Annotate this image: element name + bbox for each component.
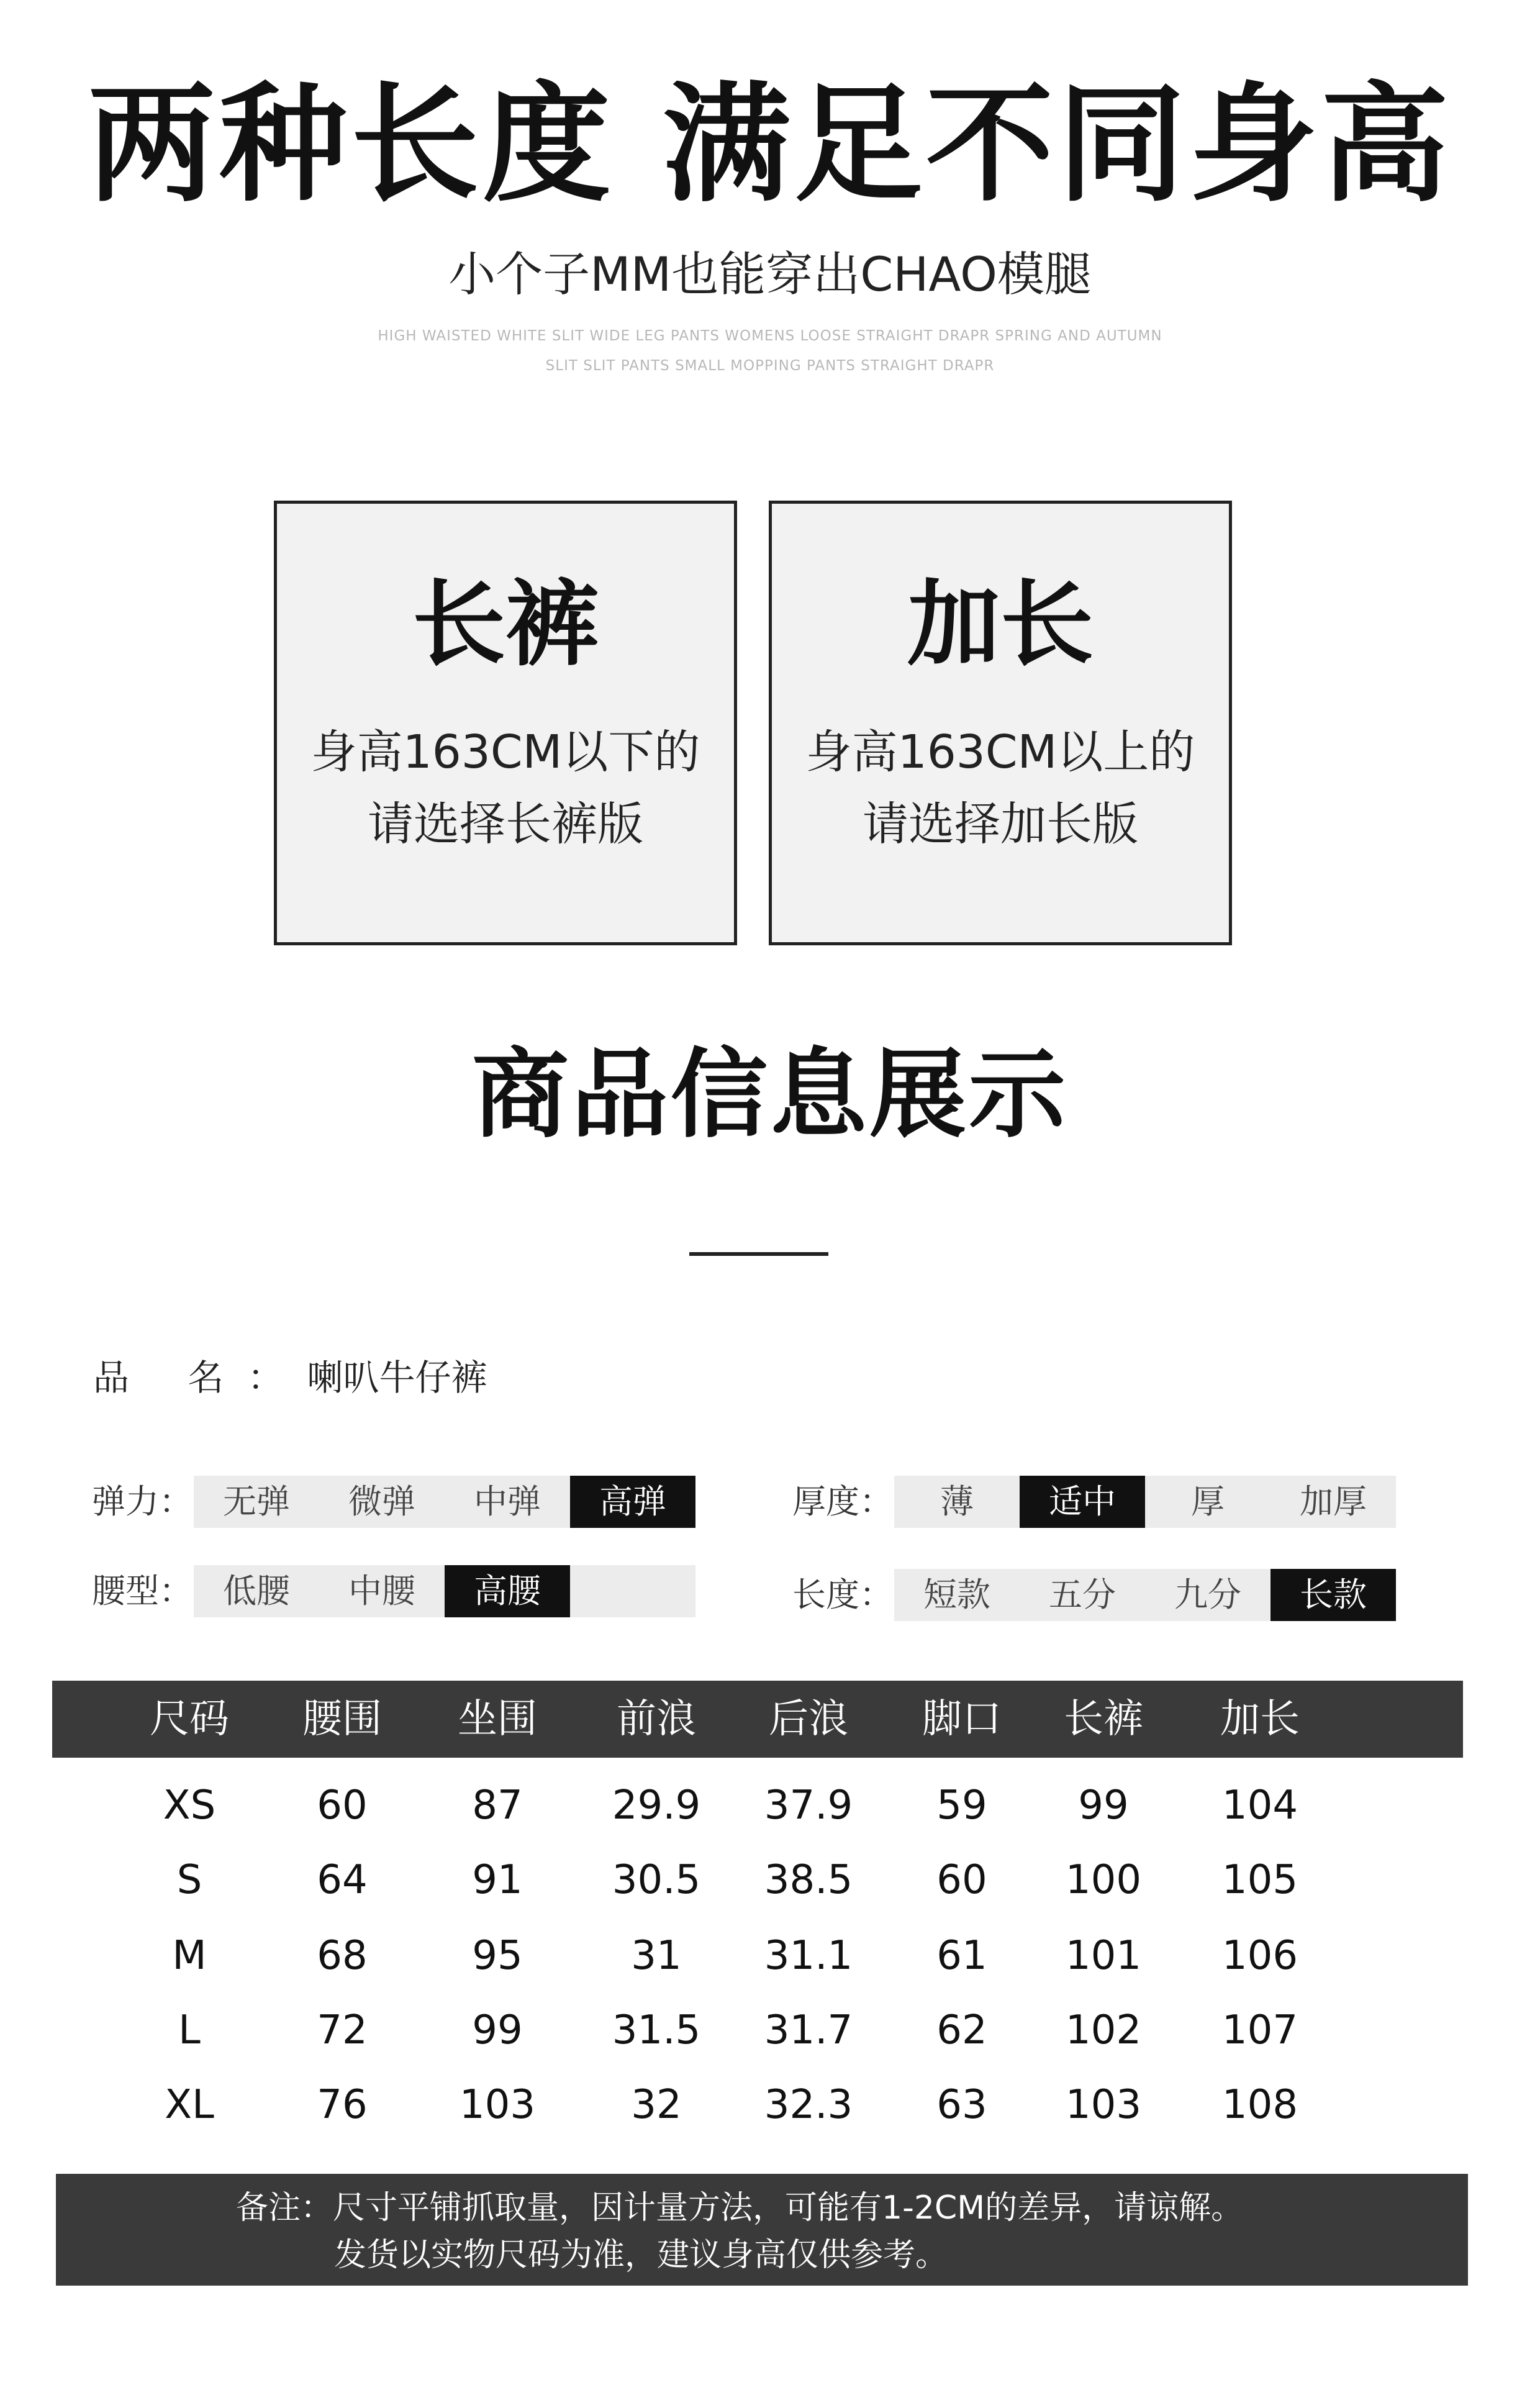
table-cell: 103 — [459, 2082, 536, 2128]
table-cell: 91 — [472, 1857, 523, 1903]
version-title: 长裤 — [412, 571, 599, 679]
size-note — [56, 2174, 1468, 2286]
thickness-options — [894, 1476, 1396, 1528]
table-cell: 108 — [1221, 2082, 1298, 2128]
elastic-label: 弹力： — [92, 1482, 192, 1521]
table-cell: 38.5 — [764, 1857, 853, 1903]
version-title: 加长 — [907, 571, 1094, 679]
table-cell: 99 — [472, 2007, 523, 2053]
table-row — [0, 2071, 1540, 2139]
version-height-range: 身高163CM以下的 — [310, 725, 700, 779]
section-title: 商品信息展示 — [472, 1038, 1068, 1151]
table-cell: 60 — [936, 1857, 987, 1903]
elastic-option: 微弹 — [348, 1482, 415, 1521]
english-tagline-1: HIGH WAISTED WHITE SLIT WIDE LEG PANTS WOMENS LOOSE STRAIGHT DRAPR SPRING AND AUTUMN — [378, 328, 1162, 344]
table-cell: 29.9 — [612, 1783, 701, 1828]
column-header-regular-length: 长裤 — [1064, 1696, 1143, 1742]
english-tagline-2: SLIT SLIT PANTS SMALL MOPPING PANTS STRAIGHT DRAPR — [545, 358, 995, 374]
elastic-option: 中弹 — [474, 1482, 541, 1521]
length-option: 五分 — [1049, 1575, 1116, 1614]
version-box-regular — [274, 501, 737, 945]
thickness-option: 适中 — [1020, 1476, 1145, 1528]
length-option: 长款 — [1270, 1569, 1396, 1621]
table-cell: M — [172, 1933, 207, 1979]
column-header-back-rise: 后浪 — [769, 1696, 848, 1742]
note-line: 发货以实物尺码为准，建议身高仅供参考。 — [334, 2237, 948, 2274]
column-header-waist: 腰围 — [302, 1696, 382, 1742]
table-cell: 101 — [1065, 1933, 1142, 1979]
table-cell: 62 — [936, 2007, 987, 2053]
main-title: 两种长度 满足不同身高 — [88, 70, 1452, 219]
table-cell: 61 — [936, 1933, 987, 1979]
table-cell: 59 — [936, 1783, 987, 1828]
table-cell: 32.3 — [764, 2082, 853, 2128]
length-options — [894, 1569, 1396, 1621]
table-cell: 68 — [317, 1933, 368, 1979]
column-header-leg-opening: 脚口 — [922, 1696, 1002, 1742]
table-cell: 64 — [317, 1857, 368, 1903]
table-cell: 60 — [317, 1783, 368, 1828]
table-row — [0, 1771, 1540, 1840]
table-cell: 103 — [1065, 2082, 1142, 2128]
table-cell: L — [178, 2007, 201, 2053]
table-cell: 31 — [631, 1933, 682, 1979]
table-cell: XS — [163, 1783, 216, 1828]
version-box-long — [769, 501, 1232, 945]
version-instruction: 请选择加长版 — [863, 797, 1138, 851]
version-instruction: 请选择长裤版 — [368, 797, 643, 851]
table-cell: 31.5 — [612, 2007, 701, 2053]
elastic-option: 高弹 — [570, 1476, 695, 1528]
size-table-header — [52, 1681, 1463, 1758]
table-cell: 30.5 — [612, 1857, 701, 1903]
table-cell: 104 — [1221, 1783, 1298, 1828]
table-cell: 95 — [472, 1933, 523, 1979]
length-label: 长度： — [792, 1575, 893, 1614]
thickness-option: 加厚 — [1300, 1482, 1367, 1521]
table-cell: 100 — [1065, 1857, 1142, 1903]
table-cell: 32 — [631, 2082, 682, 2128]
elastic-options — [194, 1476, 695, 1528]
subtitle: 小个子MM也能穿出CHAO模腿 — [448, 247, 1092, 302]
product-name-row — [93, 1353, 487, 1402]
thickness-option: 薄 — [940, 1482, 974, 1521]
table-cell: 72 — [317, 2007, 368, 2053]
thickness-option: 厚 — [1191, 1482, 1225, 1521]
waist-option: 中腰 — [348, 1571, 415, 1610]
table-cell: S — [176, 1857, 202, 1903]
elastic-option: 无弹 — [223, 1482, 290, 1521]
table-row — [0, 1846, 1540, 1914]
waist-option: 低腰 — [223, 1571, 290, 1610]
product-name-value: 喇叭牛仔裤 — [307, 1356, 487, 1399]
table-cell: 107 — [1221, 2007, 1298, 2053]
table-cell: 31.1 — [764, 1933, 853, 1979]
table-cell: 99 — [1078, 1783, 1129, 1828]
column-header-size: 尺码 — [150, 1696, 229, 1742]
note-line: 备注：尺寸平铺抓取量，因计量方法，可能有1-2CM的差异，请谅解。 — [236, 2189, 1244, 2227]
table-cell: 102 — [1065, 2007, 1142, 2053]
table-cell: 87 — [472, 1783, 523, 1828]
waist-option: 高腰 — [445, 1565, 570, 1617]
table-cell: 31.7 — [764, 2007, 853, 2053]
table-cell: 37.9 — [764, 1783, 853, 1828]
table-cell: 63 — [936, 2082, 987, 2128]
waist-options — [194, 1565, 695, 1617]
thickness-label: 厚度： — [792, 1482, 893, 1521]
waist-option — [570, 1565, 695, 1617]
table-row — [0, 1996, 1540, 2065]
table-cell: 105 — [1221, 1857, 1298, 1903]
column-header-front-rise: 前浪 — [617, 1696, 696, 1742]
version-height-range: 身高163CM以上的 — [805, 725, 1195, 779]
product-name-label: 品 名： — [93, 1356, 307, 1399]
section-divider — [689, 1252, 828, 1256]
length-option: 九分 — [1174, 1575, 1241, 1614]
table-cell: XL — [165, 2082, 214, 2128]
column-header-long-length: 加长 — [1220, 1696, 1300, 1742]
table-cell: 76 — [317, 2082, 368, 2128]
table-row — [0, 1922, 1540, 1990]
length-option: 短款 — [923, 1575, 990, 1614]
column-header-hip: 坐围 — [458, 1696, 537, 1742]
table-cell: 106 — [1221, 1933, 1298, 1979]
waist-label: 腰型： — [92, 1571, 192, 1610]
